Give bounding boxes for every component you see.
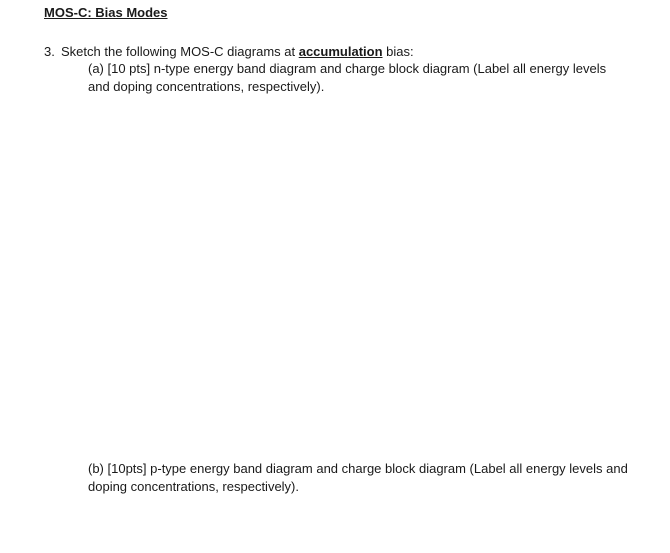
- section-title: MOS-C: Bias Modes: [44, 5, 168, 20]
- question-number: 3.: [44, 44, 55, 59]
- question-prompt-end: bias:: [382, 44, 414, 59]
- question-3: [44, 43, 414, 60]
- question-part-b: (b) [10pts] p-type energy band diagram and charge block diagram (Label all energy levels and doping concentrations, respectively).: [88, 461, 628, 494]
- question-keyword: accumulation: [298, 44, 383, 59]
- question-prompt-start: Sketch the following MOS-C diagrams at: [61, 44, 299, 59]
- question-part-a: (a) [10 pts] n-type energy band diagram and charge block diagram (Label all energy levels and doping concentrations, respectively).: [88, 61, 607, 94]
